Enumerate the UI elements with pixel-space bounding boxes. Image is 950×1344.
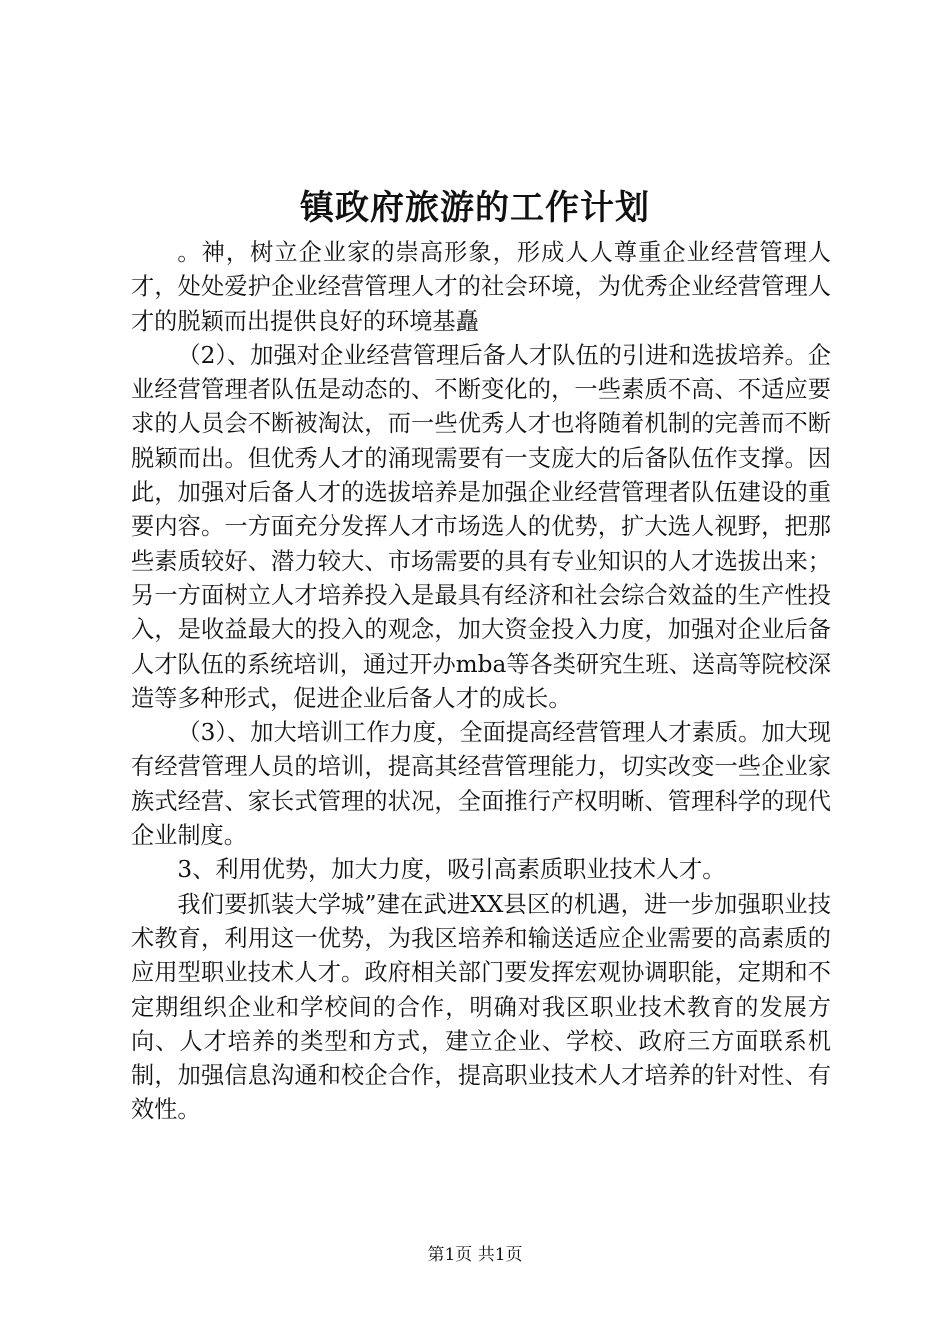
- paragraph-5: 我们要抓装大学城”建在武进XX县区的机遇，进一步加强职业技术教育，利用这一优势，为我区培养和输送适应企业需要的高素质的应用型职业技术人才。政府相关部门要发挥宏观协调职能，定期和不定期组织企业和学校间的合作，明确对我区职业技术教育的发展方向、人才培养的类型和方式，建立企业、学校、政府三方面联系机制，加强信息沟通和校企合作，提高职业技术人才培养的针对性、有效性。: [131, 890, 831, 1124]
- page-footer: 第1页 共1页: [427, 1245, 523, 1265]
- paragraph-4: 3、利用优势，加大力度，吸引高素质职业技术人才。: [177, 856, 726, 884]
- paragraph-1: 。神，树立企业家的崇高形象，形成人人尊重企业经营管理人才，处处爱护企业经营管理人才的社会环境，为优秀企业经营管理人才的脱颖而出提供良好的环境基矗: [131, 239, 831, 335]
- paragraph-2: （2）、加强对企业经营管理后备人才队伍的引进和选拔培养。企业经营管理者队伍是动态的、不断变化的，一些素质不高、不适应要求的人员会不断被淘汰，而一些优秀人才也将随着机制的完善而不断脱颖而出。但优秀人才的涌现需要有一支庞大的后备队伍作支撑。因此，加强对后备人才的选拔培养是加强企业经营管理者队伍建设的重要内容。一方面充分发挥人才市场选人的优势，扩大选人视野，把那些素质较好、潜力较大、市场需要的具有专业知识的人才选拔出来；另一方面树立人才培养投入是最具有经济和社会综合效益的生产性投入，是收益最大的投入的观念，加大资金投入力度，加强对企业后备人才队伍的系统培训，通过开办mba等各类研究生班、送高等院校深造等多种形式，促进企业后备人才的成长。: [131, 341, 831, 712]
- document-body: [131, 236, 831, 1128]
- paragraph-3: （3）、加大培训工作力度，全面提高经营管理人才素质。加大现有经营管理人员的培训，提高其经营管理能力，切实改变一些企业家族式经营、家长式管理的状况，全面推行产权明晰、管理科学的现代企业制度。: [131, 719, 831, 850]
- document-title: 镇政府旅游的工作计划: [300, 188, 650, 228]
